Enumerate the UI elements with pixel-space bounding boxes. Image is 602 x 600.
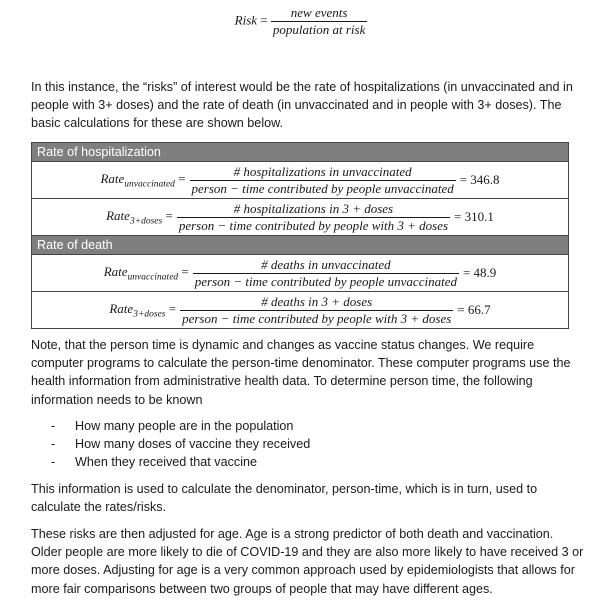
risk-fraction: [271, 5, 367, 38]
rate-denominator: person − time contributed by people unvaccinated: [191, 180, 454, 196]
rate-result: = 48.9: [462, 265, 497, 280]
list-item: - How many people are in the population: [51, 419, 294, 433]
rate-denominator: person − time contributed by people unvaccinated: [194, 273, 457, 289]
denominator-paragraph: This information is used to calculate the denominator, person-time, which is in turn, used to calculate the rates/risks.: [31, 482, 538, 515]
rate-result: = 66.7: [457, 302, 491, 317]
rate-label: Rate$_{unvaccinated}$ =: [103, 263, 189, 283]
rate-denominator: person − time contributed by people with 3 + doses: [182, 310, 452, 326]
rate-numerator: # deaths in 3 + doses: [261, 293, 373, 309]
risk-numerator: new events: [290, 5, 348, 20]
equation-row-death-unvaccinated: [32, 254, 568, 291]
section-header-death: Rate of death: [32, 235, 568, 254]
rate-label: Rate$_{3+doses}$ =: [109, 300, 177, 320]
rate-numerator: # hospitalizations in unvaccinated: [233, 163, 412, 179]
rate-fraction: [193, 257, 459, 290]
rate-numerator: # hospitalizations in 3 + doses: [233, 200, 394, 216]
rate-denominator: person − time contributed by people with 3 + doses: [178, 217, 449, 233]
equation-row-hosp-unvaccinated: [32, 161, 568, 198]
rate-calculations-table: [31, 142, 569, 329]
bullet-marker: -: [51, 437, 56, 451]
list-item: - How many doses of vaccine they received: [51, 437, 311, 451]
list-item: - When they received that vaccine: [51, 455, 258, 469]
age-adjustment-paragraph: These risks are then adjusted for age. Age is a strong predictor of both death and vaccination. Older people are more likely to die of COVID-19 and they are also more likely to have received 3 or more doses. Adjusting for age is a very common approach used by epidemiologists that allows for more fair comparisons between two groups of people that may have different ages.: [31, 527, 584, 596]
equals-sign: =: [260, 12, 271, 28]
rate-result: = 346.8: [459, 172, 500, 187]
rate-fraction: [190, 164, 456, 197]
person-time-paragraph: Note, that the person time is dynamic and changes as vaccine status changes. We require computer programs to calculate the person-time denominator. These computer programs use the health information from administrative health data. To determine person time, the following information needs to be known: [31, 338, 571, 407]
rate-label: Rate$_{unvaccinated}$ =: [100, 170, 186, 190]
bullet-list: [31, 417, 571, 471]
rate-fraction: [177, 201, 450, 234]
bullet-marker: -: [51, 419, 56, 433]
risk-denominator: population at risk: [272, 22, 366, 37]
section-header-hospitalization: Rate of hospitalization: [32, 143, 568, 161]
equation-row-hosp-3-doses: [32, 198, 568, 235]
risk-formula: [0, 5, 602, 38]
intro-paragraph: In this instance, the “risks” of interest would be the rate of hospitalizations (in unvaccinated and in people with 3+ doses) and the rate of death (in unvaccinated and in people with 3+ doses). The basic calculations for these are shown below.: [31, 80, 573, 131]
rate-label: Rate$_{3+doses}$ =: [106, 207, 173, 227]
rate-numerator: # deaths in unvaccinated: [261, 256, 391, 272]
equation-row-death-3-doses: [32, 291, 568, 328]
rate-fraction: [180, 294, 453, 327]
rate-result: = 310.1: [454, 209, 494, 224]
bullet-marker: -: [51, 455, 56, 469]
risk-label: Risk: [234, 12, 258, 28]
